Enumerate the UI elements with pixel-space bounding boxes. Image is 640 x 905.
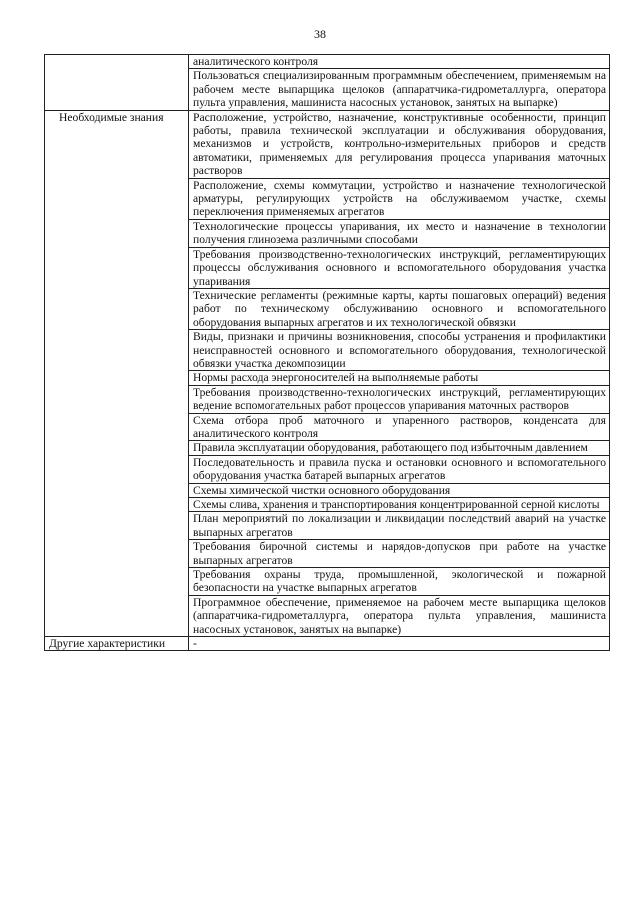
- table-cell: Технические регламенты (режимные карты, карты пошаговых операций) ведения работ по техническому обслуживанию основного и вспомогательного оборудования выпарных агрегатов и их технологической обвязки: [189, 288, 610, 329]
- table-cell: Виды, признаки и причины возникновения, способы устранения и профилактики неисправностей основного и вспомогательного оборудования, технологической обвязки участка декомпозиции: [189, 330, 610, 371]
- table-cell: Схемы слива, хранения и транспортирования концентрированной серной кислоты: [189, 498, 610, 512]
- table-row: [45, 110, 610, 178]
- page-number: 38: [314, 27, 326, 41]
- table-cell: Пользоваться специализированным программным обеспечением, применяемым на рабочем месте выпарщика щелоков (аппаратчика-гидрометаллурга, оператора пульта управления, машиниста насосных установок, занятых на выпарке): [189, 69, 610, 110]
- row-label-required-knowledge: Необходимые знания: [45, 110, 189, 636]
- competency-table: [44, 54, 610, 651]
- table-cell: Нормы расхода энергоносителей на выполняемые работы: [189, 371, 610, 385]
- table-cell: аналитического контроля: [189, 55, 610, 69]
- table-cell: Схема отбора проб маточного и упаренного растворов, конденсата для аналитического контроля: [189, 413, 610, 441]
- table-cell: Расположение, устройство, назначение, конструктивные особенности, принцип работы, правила технической эксплуатации и обслуживания оборудования, механизмов и устройств, контрольно-измерительных приборов и средств автоматики, применяемых для регулирования процесса упаривания маточных растворов: [189, 110, 610, 178]
- table-cell: -: [189, 637, 610, 651]
- table-cell: Правила эксплуатации оборудования, работающего под избыточным давлением: [189, 441, 610, 455]
- table-cell: Требования бирочной системы и нарядов-допусков при работе на участке выпарных агрегатов: [189, 540, 610, 568]
- table-cell: Требования производственно-технологических инструкций, регламентирующих ведение вспомогательных работ процессов упаривания маточных растворов: [189, 385, 610, 413]
- row-label-empty: [45, 55, 189, 111]
- table-cell: Программное обеспечение, применяемое на рабочем месте выпарщика щелоков (аппаратчика-гидрометаллурга, оператора пульта управления, машиниста насосных установок, занятых на выпарке): [189, 595, 610, 636]
- table-row: [45, 637, 610, 651]
- table-cell: Расположение, схемы коммутации, устройство и назначение технологической арматуры, регулирующих устройств на обслуживаемом участке, схемы переключения применяемых агрегатов: [189, 178, 610, 219]
- row-label-other-characteristics: Другие характеристики: [45, 637, 189, 651]
- table-cell: Последовательность и правила пуска и остановки основного и вспомогательного оборудования участка батарей выпарных агрегатов: [189, 455, 610, 483]
- table-row: [45, 55, 610, 69]
- table-cell: Схемы химической чистки основного оборудования: [189, 483, 610, 497]
- table-cell: Требования производственно-технологических инструкций, регламентирующих процессы обслуживания основного и вспомогательного оборудования участка упаривания: [189, 247, 610, 288]
- table-cell: Технологические процессы упаривания, их место и назначение в технологии получения глинозема различными способами: [189, 219, 610, 247]
- table-cell: План мероприятий по локализации и ликвидации последствий аварий на участке выпарных агрегатов: [189, 512, 610, 540]
- table-cell: Требования охраны труда, промышленной, экологической и пожарной безопасности на участке выпарных агрегатов: [189, 568, 610, 596]
